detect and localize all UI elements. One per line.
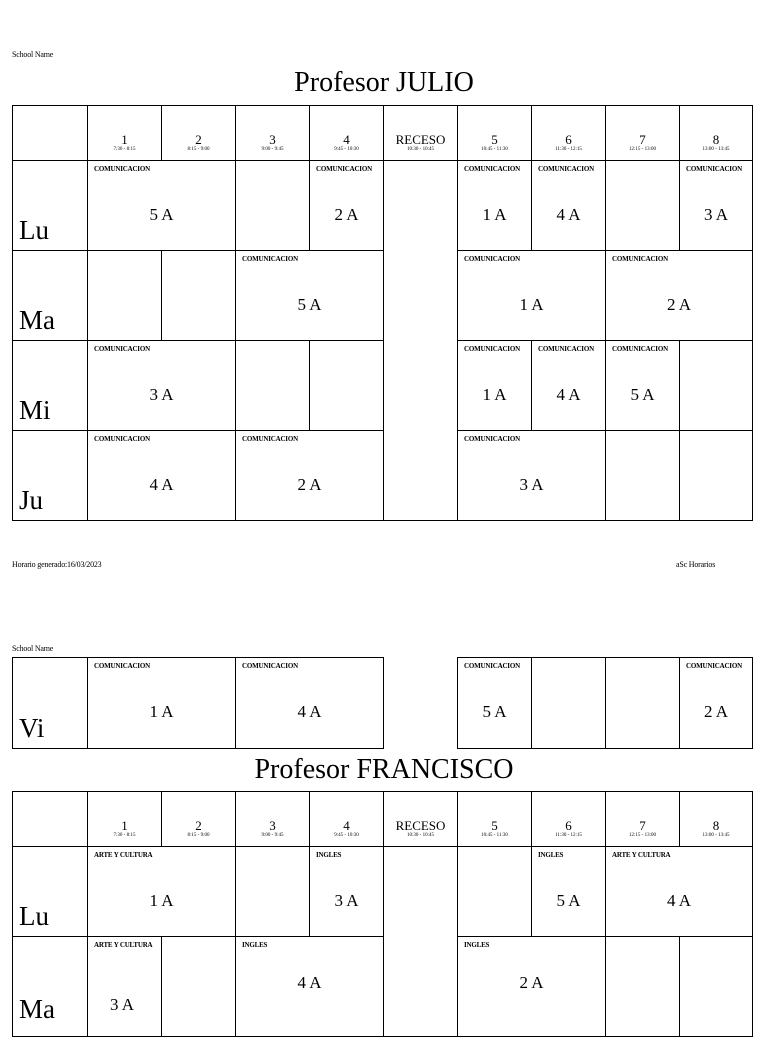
period-header: 3 9:00 - 9:45 [236,792,310,847]
lesson-cell: COMUNICACION 4 A [532,161,606,251]
day-row-ma [13,937,753,1037]
period-header: 5 10:45 - 11:30 [458,792,532,847]
school-name: School Name [12,50,54,59]
empty-cell [680,341,753,431]
day-cell: Vi [13,658,88,749]
footer-generated: Horario generado:16/03/2023 [12,560,102,569]
day-cell: Ju [13,431,88,521]
lesson-cell: COMUNICACION 4 A [88,431,236,521]
empty-cell [162,937,236,1037]
lesson-cell: COMUNICACION 4 A [532,341,606,431]
lesson-cell: COMUNICACION 2 A [236,431,384,521]
day-cell: Lu [13,847,88,937]
period-header: 1 7:30 - 8:15 [88,106,162,161]
lesson-cell: COMUNICACION 2 A [310,161,384,251]
lesson-cell: COMUNICACION 5 A [458,658,532,749]
timetable-julio-continued [12,657,753,749]
day-row-lu [13,161,753,251]
lesson-cell: COMUNICACION 1 A [88,658,236,749]
timetable-francisco [12,791,753,1037]
lesson-cell: COMUNICACION 5 A [88,161,236,251]
lesson-cell: COMUNICACION 3 A [458,431,606,521]
corner-cell [13,106,88,161]
empty-cell [606,431,680,521]
timetable-julio [12,105,753,521]
recess-header: RECESO 10:30 - 10:45 [384,792,458,847]
lesson-cell: COMUNICACION 3 A [680,161,753,251]
lesson-cell: INGLES 5 A [532,847,606,937]
page-title: Profesor JULIO [294,67,474,98]
empty-cell [606,658,680,749]
empty-cell [236,847,310,937]
lesson-cell: COMUNICACION 4 A [236,658,384,749]
period-header: 1 7:30 - 8:15 [88,792,162,847]
day-cell: Mi [13,341,88,431]
recess-column [384,847,458,1037]
empty-cell [606,161,680,251]
period-header: 7 12:15 - 13:00 [606,106,680,161]
header-row [13,792,753,847]
day-cell: Ma [13,251,88,341]
period-header: 3 9:00 - 9:45 [236,106,310,161]
lesson-cell: COMUNICACION 2 A [606,251,753,341]
day-row-ju [13,431,753,521]
period-header: 4 9:45 - 10:30 [310,792,384,847]
period-header: 6 11:30 - 12:15 [532,106,606,161]
lesson-cell: COMUNICACION 1 A [458,251,606,341]
recess-column [384,658,458,749]
day-row-ma [13,251,753,341]
period-header: 8 13:00 - 13:45 [680,106,753,161]
lesson-cell: COMUNICACION 1 A [458,161,532,251]
recess-header: RECESO 10:30 - 10:45 [384,106,458,161]
empty-cell [310,341,384,431]
lesson-cell: ARTE Y CULTURA 4 A [606,847,753,937]
period-header: 8 13:00 - 13:45 [680,792,753,847]
period-header: 2 8:15 - 9:00 [162,106,236,161]
empty-cell [680,937,753,1037]
lesson-cell: COMUNICACION 1 A [458,341,532,431]
lesson-cell: INGLES 2 A [458,937,606,1037]
period-header: 5 10:45 - 11:30 [458,106,532,161]
lesson-cell: COMUNICACION 2 A [680,658,753,749]
lesson-cell: COMUNICACION 3 A [88,341,236,431]
period-header: 7 12:15 - 13:00 [606,792,680,847]
day-row-vi [13,658,753,749]
footer-brand: aSc Horarios [676,560,716,569]
recess-column [384,161,458,521]
day-row-mi [13,341,753,431]
empty-cell [680,431,753,521]
school-name: School Name [12,644,54,653]
empty-cell [88,251,162,341]
header-row [13,106,753,161]
empty-cell [606,937,680,1037]
corner-cell [13,792,88,847]
period-header: 6 11:30 - 12:15 [532,792,606,847]
day-cell: Lu [13,161,88,251]
page-title: Profesor FRANCISCO [254,754,514,785]
lesson-cell: INGLES 4 A [236,937,384,1037]
lesson-cell: COMUNICACION 5 A [236,251,384,341]
lesson-cell: COMUNICACION 5 A [606,341,680,431]
day-cell: Ma [13,937,88,1037]
lesson-cell: INGLES 3 A [310,847,384,937]
empty-cell [162,251,236,341]
period-header: 4 9:45 - 10:30 [310,106,384,161]
empty-cell [236,341,310,431]
empty-cell [458,847,532,937]
day-row-lu [13,847,753,937]
lesson-cell: ARTE Y CULTURA 3 A [88,937,162,1037]
empty-cell [236,161,310,251]
lesson-cell: ARTE Y CULTURA 1 A [88,847,236,937]
period-header: 2 8:15 - 9:00 [162,792,236,847]
empty-cell [532,658,606,749]
